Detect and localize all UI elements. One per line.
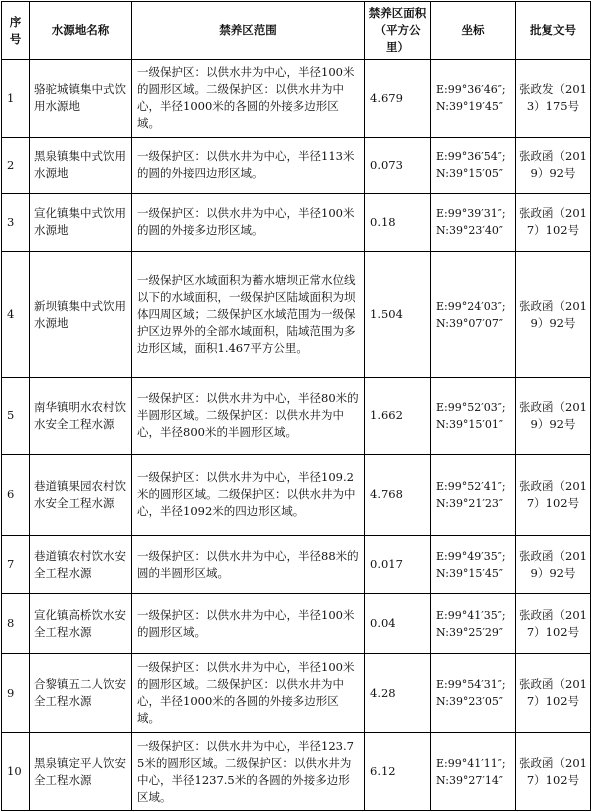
row-scope: 一级保护区：以供水井为中心，半径100米的圆形区域。 (132, 594, 365, 654)
row-index: 1 (2, 60, 30, 138)
row-ref: 张政函（2017）102号 (516, 594, 591, 654)
row-coord: E:99°36′46″;N:39°19′45″ (431, 60, 516, 138)
row-scope: 一级保护区：以供水井为中心，半径80米的半圆形区域。二级保护区：以供水井为中心，半径800米的半圆形区域。 (132, 377, 365, 454)
row-area: 1.662 (365, 377, 431, 454)
row-name: 南华镇明水农村饮水安全工程水源 (30, 377, 132, 454)
row-name: 巷道镇农村饮水安全工程水源 (30, 535, 132, 594)
row-name: 黑泉镇集中式饮用水源地 (30, 137, 132, 193)
table-row (2, 377, 591, 454)
row-area: 0.073 (365, 137, 431, 193)
row-ref: 张政函（2019）92号 (516, 137, 591, 193)
row-ref: 张政发（2013）175号 (516, 60, 591, 138)
row-index: 3 (2, 193, 30, 252)
table-row (2, 454, 591, 535)
header-ref: 批复文号 (516, 2, 591, 60)
row-scope: 一级保护区：以供水井为中心，半径100米的圆的外接多边形区域。 (132, 193, 365, 252)
row-index: 9 (2, 654, 30, 733)
row-ref: 张政函（2017）102号 (516, 454, 591, 535)
row-name: 黑泉镇定平人饮安全工程水源 (30, 733, 132, 811)
row-name: 宣化镇高桥饮水安全工程水源 (30, 594, 132, 654)
header-coord: 坐标 (431, 2, 516, 60)
row-coord: E:99°24′03″;N:39°07′07″ (431, 252, 516, 378)
row-ref: 张政函（2017）102号 (516, 654, 591, 733)
row-area: 4.768 (365, 454, 431, 535)
row-scope: 一级保护区：以供水井为中心，半径109.2米的圆形区域。二级保护区：以供水井为中心，半径1092米的四边形区域。 (132, 454, 365, 535)
table-row (2, 193, 591, 252)
row-index: 7 (2, 535, 30, 594)
row-index: 8 (2, 594, 30, 654)
row-coord: E:99°49′35″;N:39°15′45″ (431, 535, 516, 594)
row-scope: 一级保护区：以供水井为中心，半径88米的圆的半圆形区域。 (132, 535, 365, 594)
water-source-table (1, 1, 591, 811)
table-header-row (2, 2, 591, 60)
row-index: 6 (2, 454, 30, 535)
row-coord: E:99°36′54″;N:39°15′05″ (431, 137, 516, 193)
row-area: 4.679 (365, 60, 431, 138)
row-ref: 张政函（2019）92号 (516, 535, 591, 594)
row-name: 骆驼城镇集中式饮用水源地 (30, 60, 132, 138)
row-area: 0.18 (365, 193, 431, 252)
row-scope: 一级保护区：以供水井为中心，半径113米的圆的外接四边形区域。 (132, 137, 365, 193)
row-coord: E:99°52′03″;N:39°15′01″ (431, 377, 516, 454)
header-scope: 禁养区范围 (132, 2, 365, 60)
table-row (2, 594, 591, 654)
row-coord: E:99°52′41″;N:39°21′23″ (431, 454, 516, 535)
table-row (2, 60, 591, 138)
row-index: 2 (2, 137, 30, 193)
row-ref: 张政函（2017）102号 (516, 733, 591, 811)
row-scope: 一级保护区水域面积为蓄水塘坝正常水位线以下的水域面积，一级保护区陆域面积为坝体四周区域；二级保护区水域范围为一级保护区边界外的全部水域面积，陆域范围为多边形区域，面积1.467平方公里。 (132, 252, 365, 378)
row-ref: 张政函（2019）92号 (516, 252, 591, 378)
row-area: 0.04 (365, 594, 431, 654)
row-ref: 张政函（2019）92号 (516, 377, 591, 454)
table-row (2, 654, 591, 733)
table-row (2, 733, 591, 811)
row-area: 0.017 (365, 535, 431, 594)
header-area: 禁养区面积（平方公里） (365, 2, 431, 60)
row-area: 4.28 (365, 654, 431, 733)
table-row (2, 252, 591, 378)
row-coord: E:99°41′11″;N:39°27′14″ (431, 733, 516, 811)
row-name: 巷道镇果园农村饮水安全工程水源 (30, 454, 132, 535)
row-index: 10 (2, 733, 30, 811)
header-name: 水源地名称 (30, 2, 132, 60)
header-index: 序号 (2, 2, 30, 60)
row-scope: 一级保护区：以供水井为中心，半径100米的圆形区域。二级保护区：以供水井为中心，半径1000米的各圆的外接多边形区域。 (132, 654, 365, 733)
row-coord: E:99°54′31″;N:39°23′05″ (431, 654, 516, 733)
row-index: 5 (2, 377, 30, 454)
row-area: 1.504 (365, 252, 431, 378)
row-index: 4 (2, 252, 30, 378)
row-ref: 张政函（2017）102号 (516, 193, 591, 252)
row-scope: 一级保护区：以供水井为中心，半径123.75米的圆形区域。二级保护区：以供水井为中心，半径1237.5米的各圆的外接多边形区域。 (132, 733, 365, 811)
table-row (2, 535, 591, 594)
row-scope: 一级保护区：以供水井为中心，半径100米的圆形区域。二级保护区：以供水井为中心，半径1000米的各圆的外接多边形区域。 (132, 60, 365, 138)
row-area: 6.12 (365, 733, 431, 811)
row-name: 宣化镇集中式饮用水源地 (30, 193, 132, 252)
row-coord: E:99°41′35″;N:39°25′29″ (431, 594, 516, 654)
table-row (2, 137, 591, 193)
row-coord: E:99°39′31″;N:39°23′40″ (431, 193, 516, 252)
row-name: 合黎镇五二人饮安全工程水源 (30, 654, 132, 733)
row-name: 新坝镇集中式饮用水源地 (30, 252, 132, 378)
